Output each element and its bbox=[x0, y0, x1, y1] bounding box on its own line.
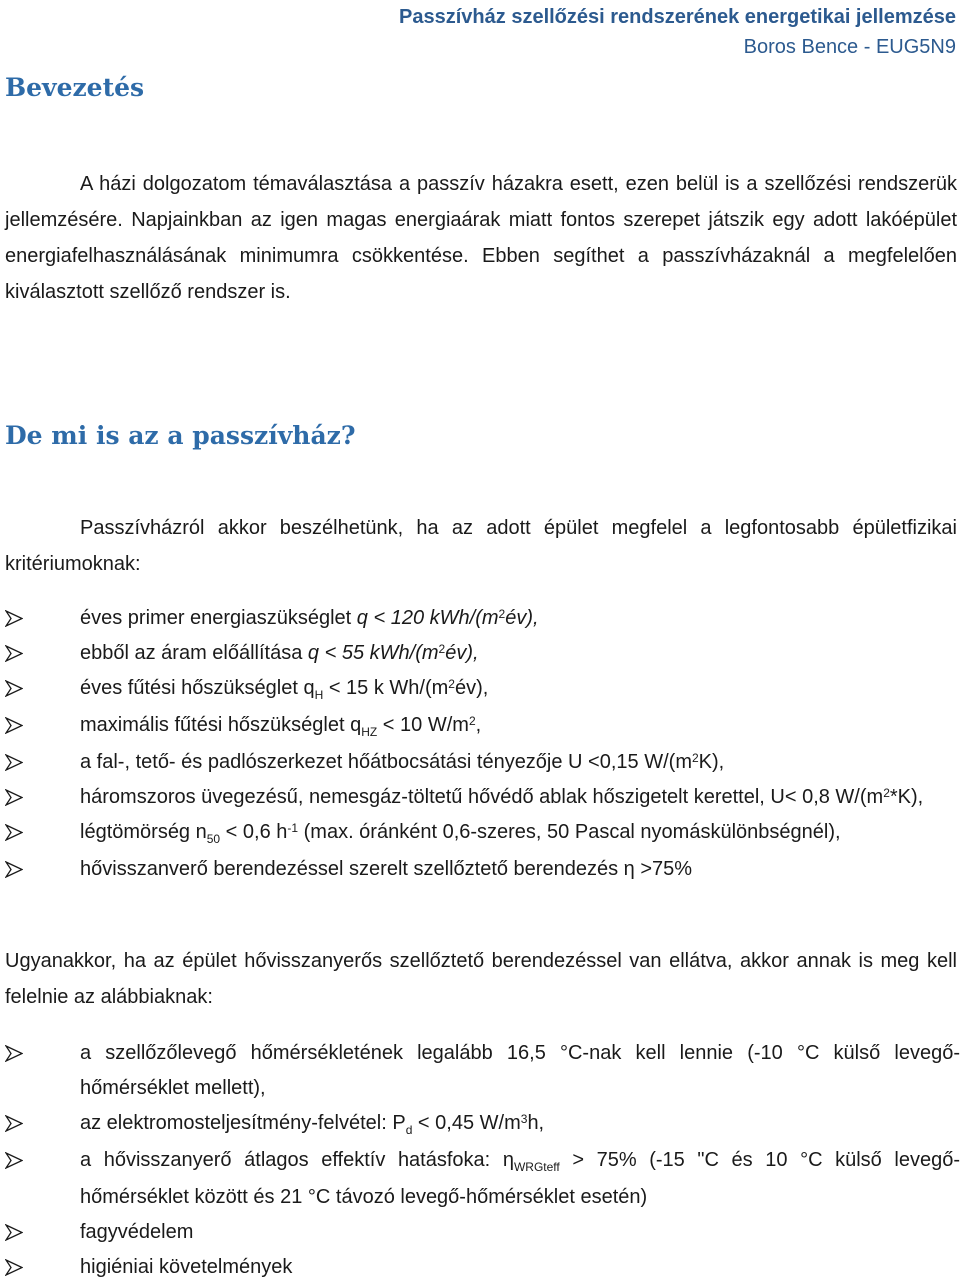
document-author: Boros Bence - EUG5N9 bbox=[743, 36, 956, 58]
criteria-text: Passzívházról akkor beszélhetünk, ha az adott épület megfelel a legfontosabb épületfizikai kritériumoknak: bbox=[5, 517, 957, 575]
list-item: maximális fűtési hőszükséglet $q_{HZ} < 10$ $W/m^2$, bbox=[5, 708, 960, 745]
arrowhead-bullet-icon bbox=[5, 1106, 27, 1141]
ugyanakkor-paragraph: Ugyanakkor, ha az épület hővisszanyerős szellőztető berendezéssel van ellátva, akkor annak is meg kell felelnie az alábbiaknak: bbox=[5, 950, 957, 1008]
arrowhead-bullet-icon bbox=[5, 708, 27, 743]
list-item: a szellőzőlevegő hőmérsékletének legalább 16,5 °C-nak kell lennie (-10 °C külső levegő-hőmérséklet mellett), bbox=[5, 1036, 960, 1106]
list-item: éves primer energiaszükséglet q < 120 kWh/$(m^2év)$, bbox=[5, 601, 960, 636]
arrowhead-bullet-icon bbox=[5, 601, 27, 636]
heading-bevezetes: Bevezetés bbox=[5, 73, 145, 102]
arrowhead-bullet-icon bbox=[5, 1036, 27, 1071]
list-item: éves fűtési hőszükséglet $q_H < 15$ k $Wh/(m^2év)$, bbox=[5, 671, 960, 708]
list-item: ebből az áram előállítása q < 55 kWh/$(m^2év)$, bbox=[5, 636, 960, 671]
list-item: a fal-, tető- és padlószerkezet hőátbocsátási tényezője U <0,15 $W/(m^2K)$, bbox=[5, 745, 960, 780]
arrowhead-bullet-icon bbox=[5, 1143, 27, 1178]
arrowhead-bullet-icon bbox=[5, 780, 27, 815]
intro-paragraph bbox=[5, 166, 957, 310]
arrowhead-bullet-icon bbox=[5, 745, 27, 780]
arrowhead-bullet-icon bbox=[5, 852, 27, 887]
page-header bbox=[399, 2, 956, 62]
arrowhead-bullet-icon bbox=[5, 1250, 27, 1285]
document-title: Passzívház szellőzési rendszerének energetikai jellemzése bbox=[399, 6, 956, 28]
arrowhead-bullet-icon bbox=[5, 671, 27, 706]
arrowhead-bullet-icon bbox=[5, 1215, 27, 1250]
list-item: az elektromosteljesítmény-felvétel: $P_d < 0,45$ $W/m^3h$, bbox=[5, 1106, 960, 1143]
list-item: légtömörség $n_{50} < 0,6$ $h^{-1}$ (max. óránként 0,6-szeres, 50 Pascal nyomáskülönbségnél), bbox=[5, 815, 960, 852]
intro-text: A házi dolgozatom témaválasztása a passzív házakra esett, ezen belül is a szellőzési rendszerük jellemzésére. Napjainkban az igen magas energiaárak miatt fontos szerepet játszik egy adott lakóépület energiafelhasználásának minimumra csökkentése. Ebben segíthet a passzívházaknál a megfelelően kiválasztott szellőző rendszer is. bbox=[5, 173, 957, 303]
list-item: higiéniai követelmények bbox=[5, 1250, 960, 1285]
arrowhead-bullet-icon bbox=[5, 815, 27, 850]
list-item: fagyvédelem bbox=[5, 1215, 960, 1250]
list-item: hővisszanverő berendezéssel szerelt szellőztető berendezés η >75% bbox=[5, 852, 960, 887]
heading-de-mi: De mi is az a passzívház? bbox=[5, 421, 356, 450]
criteria-list bbox=[5, 601, 960, 887]
criteria-paragraph bbox=[5, 510, 957, 582]
requirements-list bbox=[5, 1036, 960, 1285]
list-item: háromszoros üvegezésű, nemesgáz-töltetű hővédő ablak hőszigetelt kerettel, U< 0,8 $W/(m^2*K)$, bbox=[5, 780, 960, 815]
arrowhead-bullet-icon bbox=[5, 636, 27, 671]
list-item: a hővisszanyerő átlagos effektív hatásfoka: $\eta_{WRGteff} > 75\%$ (-15 "C és 10 °C külső levegő-hőmérséklet között és 21 °C távozó levegő-hőmérséklet esetén) bbox=[5, 1143, 960, 1215]
